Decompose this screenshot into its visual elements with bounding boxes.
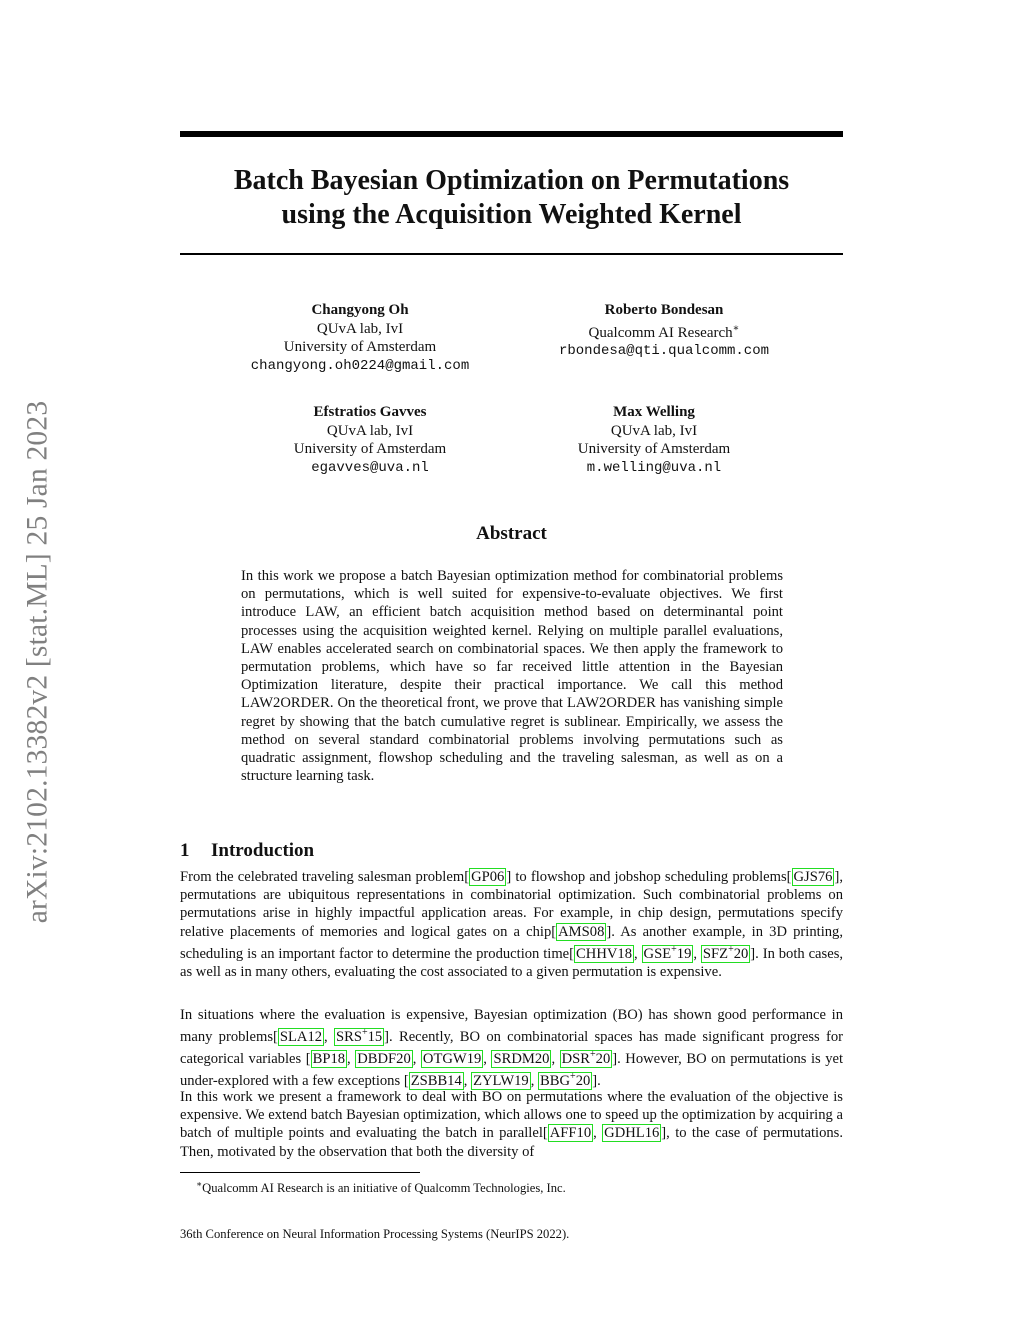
- paragraph-text: . However, BO on permutations is yet under-explored with a few exceptions: [180, 1051, 844, 1090]
- citation-link[interactable]: OTGW19: [422, 1051, 482, 1068]
- title-line-1: Batch Bayesian Optimization on Permutations: [233, 165, 790, 196]
- citation-link[interactable]: GP06: [471, 869, 505, 885]
- paragraph-text: In this work we present a framework to deal with BO on permutations where the evaluation of the objective is expensive. We extend batch Bayesian optimization, which allows one to speed up the optimization by acquiring a batch of multiple points and evaluating the batch in parallel: [180, 1089, 843, 1142]
- citation-key: SFZ: [702, 945, 729, 962]
- citation-link[interactable]: AMS08: [558, 923, 605, 940]
- paragraph-text: . As another example, in 3D printing, scheduling is an important factor to determine the production time: [180, 923, 843, 962]
- citation-key: SRS: [335, 1029, 362, 1046]
- citation-year: 19: [676, 945, 692, 962]
- citation-year: 15: [367, 1029, 383, 1046]
- author-email[interactable]: changyong.oh0224@gmail.com: [250, 357, 470, 374]
- paragraph-text: , to the case of permutations. Then, motivated by the observation that both the diversity of: [180, 1125, 844, 1160]
- citation-link[interactable]: [334, 1028, 384, 1046]
- section-title: Introduction: [211, 840, 315, 861]
- author-email[interactable]: rbondesa@qti.qualcomm.com: [558, 343, 770, 359]
- footnote-marker: ∗: [732, 322, 740, 334]
- author-affiliation: QUvA lab, IvI: [316, 320, 404, 337]
- author-email[interactable]: egavves@uva.nl: [311, 459, 429, 476]
- citation-sup: +: [361, 1027, 368, 1039]
- citation-link[interactable]: [701, 945, 750, 963]
- footnote: [196, 1176, 566, 1196]
- author-name: Changyong Oh: [311, 302, 409, 318]
- intro-paragraph-2: In situations where the evaluation is expensive, Bayesian optimization (BO) has shown good performance in many problems[ SLA12 , SRS+15 ]. Recently, BO on combinatorial spaces has made significant progress for categorical variables [ BP18 , DBDF20 , OTGW19 , SRDM20 , DSR+20 ]. However, BO on permutations is yet under-explored with a few exceptions [ ZSBB14 , ZYLW19 , BBG+20 ].: [180, 1007, 844, 1090]
- citation-year: 20: [595, 1051, 611, 1068]
- author-affiliation: QUvA lab, IvI: [326, 422, 414, 439]
- footnote-rule: [180, 1172, 420, 1173]
- citation-link[interactable]: [560, 1050, 613, 1068]
- paragraph-text: . Recently, BO on combinatorial spaces has made significant progress for categorical variables: [180, 1029, 843, 1068]
- author-affiliation: [509, 320, 819, 343]
- paper-title: [180, 164, 843, 232]
- citation-link[interactable]: GJS76: [793, 869, 833, 885]
- citation-link[interactable]: [642, 945, 694, 963]
- author-affiliation: University of Amsterdam: [577, 441, 731, 457]
- author-block-bondesan: [509, 301, 819, 361]
- citation-link[interactable]: GDHL16: [604, 1125, 660, 1142]
- abstract-text: In this work we propose a batch Bayesian optimization method for combinatorial problems on permutations, which is well suited for expensive-to-evaluate objectives. We first introduce LAW, an efficient batch acquisition method based on determinantal point processes using the acquisition weighted kernel. Relying on multiple parallel evaluations, LAW enables accelerated search on combinatorial spaces. We then apply the framework to permutation problems, which have so far received little attention in the Bayesian Optimization literature, despite their practical importance. We call this method LAW2ORDER. On the theoretical front, we prove that LAW2ORDER has vanishing simple regret by showing that the batch cumulative regret is sublinear. Empirically, we assess the method on several standard combinatorial problems involving permutations such as quadratic assignment, flowshop scheduling and the traveling salesman, as well as on a structure learning task.: [241, 568, 783, 785]
- author-name: Efstratios Gavves: [313, 404, 427, 420]
- citation-link[interactable]: ZYLW19: [473, 1073, 529, 1090]
- footnote-marker: ∗: [196, 1179, 203, 1189]
- title-line-2: using the Acquisition Weighted Kernel: [281, 199, 742, 230]
- author-affiliation: University of Amsterdam: [293, 441, 447, 457]
- citation-sup: +: [570, 1071, 576, 1083]
- author-block-oh: [210, 301, 510, 375]
- author-block-welling: [504, 403, 804, 477]
- section-number: 1: [180, 840, 190, 861]
- intro-paragraph-1: From the celebrated traveling salesman problem[ GP06 ] to flowshop and jobshop scheduling problems[ GJS76 ], permutations are ubiquitous representations in combinatorial optimization. Such combinatorial problems on permutations arise in highly impactful application areas. For example, in chip design, permutations specify relative placements of memories and logical gates on a chip[ AMS08 ]. As another example, in 3D printing, scheduling is an important factor to determine the production time[ CHHV18 , GSE+19 , SFZ+20 ]. In both cases, as well as in many others, evaluating the cost associated to a given permutation is expensive.: [180, 869, 844, 980]
- footnote-text: Qualcomm AI Research is an initiative of Qualcomm Technologies, Inc.: [202, 1181, 566, 1196]
- abstract-heading: Abstract: [476, 523, 547, 544]
- citation-key: GSE: [643, 945, 672, 962]
- citation-sup: +: [728, 943, 734, 955]
- arxiv-stamp: arXiv:2102.13382v2 [stat.ML] 25 Jan 2023: [21, 400, 54, 924]
- author-name: Max Welling: [613, 404, 695, 420]
- citation-link[interactable]: AFF10: [549, 1125, 592, 1142]
- author-block-gavves: [220, 403, 520, 477]
- author-affiliation: QUvA lab, IvI: [610, 422, 698, 439]
- title-rule-top: [180, 131, 843, 137]
- author-email[interactable]: m.welling@uva.nl: [586, 459, 722, 476]
- citation-sup: +: [590, 1049, 596, 1061]
- citation-key: DSR: [561, 1051, 590, 1068]
- citation-link[interactable]: ZSBB14: [410, 1073, 462, 1090]
- paragraph-text: . In both cases, as well as in many others, evaluating the cost associated to a given permutation is expensive.: [180, 945, 844, 980]
- citation-key: BBG: [540, 1073, 571, 1090]
- citation-link[interactable]: SRDM20: [493, 1051, 550, 1068]
- citation-sup: +: [671, 943, 677, 955]
- section-heading: [180, 840, 314, 862]
- affiliation-text: Qualcomm AI Research: [588, 324, 733, 341]
- author-affiliation: University of Amsterdam: [283, 339, 437, 355]
- author-name: Roberto Bondesan: [604, 302, 724, 318]
- intro-paragraph-3: In this work we present a framework to deal with BO on permutations where the evaluation of the objective is expensive. We extend batch Bayesian optimization, which allows one to speed up the optimization by acquiring a batch of multiple points and evaluating the batch in parallel[ AFF10 , GDHL16 ], to the case of permutations. Then, motivated by the observation that both the diversity of: [180, 1089, 844, 1160]
- paragraph-text: In situations where the evaluation is expensive, Bayesian optimization (BO) has shown good performance in many problems: [180, 1007, 843, 1046]
- citation-link[interactable]: CHHV18: [576, 945, 632, 962]
- citation-year: 20: [733, 945, 749, 962]
- title-rule-bottom: [180, 253, 843, 255]
- paragraph-text: , permutations are ubiquitous representations in combinatorial optimization. Such combinatorial problems on permutations arise in highly impactful application areas. For example, in chip design, permutations specify relative placements of memories and logical gates on a chip: [180, 869, 843, 940]
- paragraph-text: From the celebrated traveling salesman problem: [180, 869, 465, 885]
- paragraph-text: .: [597, 1073, 601, 1090]
- conference-venue: 36th Conference on Neural Information Processing Systems (NeurIPS 2022).: [180, 1227, 570, 1241]
- citation-link[interactable]: DBDF20: [357, 1051, 411, 1068]
- paragraph-text: to flowshop and jobshop scheduling problems: [511, 869, 787, 885]
- citation-link[interactable]: SLA12: [279, 1029, 323, 1046]
- citation-link[interactable]: BP18: [312, 1051, 346, 1068]
- citation-year: 20: [575, 1073, 591, 1090]
